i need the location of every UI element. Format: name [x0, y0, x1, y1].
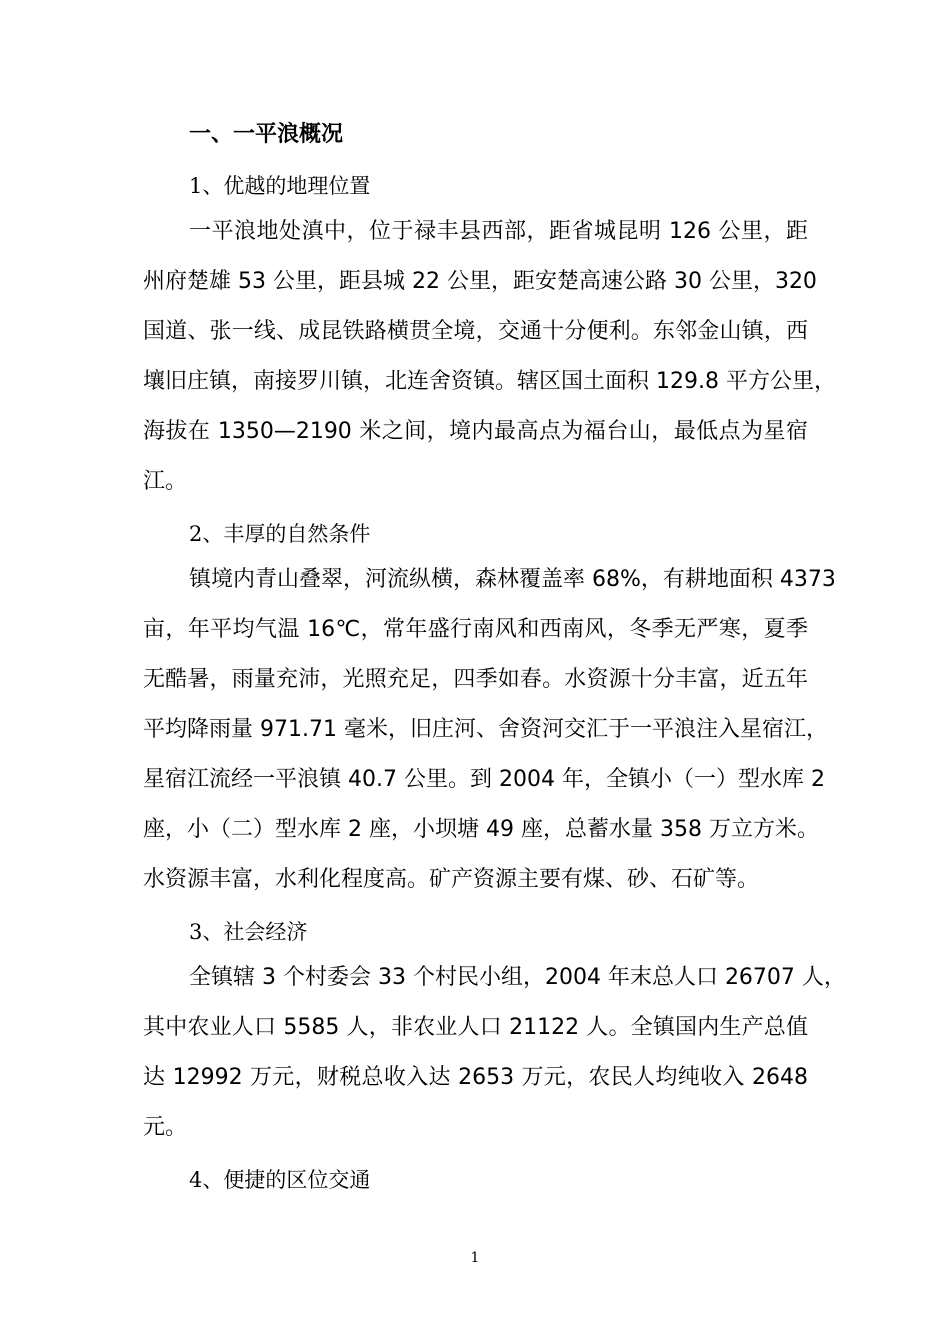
- paragraph-line: 亩，年平均气温 16℃，常年盛行南风和西南风，冬季无严寒，夏季: [143, 617, 808, 642]
- section-title: 一、一平浪概况: [189, 122, 344, 147]
- page-number: 1: [470, 1250, 480, 1266]
- paragraph-line: 镇境内青山叠翠，河流纵横，森林覆盖率 68%，有耕地面积 4373: [189, 567, 836, 592]
- subsection-heading-transport: 4、便捷的区位交通: [189, 1168, 371, 1192]
- paragraph-line: 元。: [143, 1115, 188, 1140]
- paragraph-line: 一平浪地处滇中，位于禄丰县西部，距省城昆明 126 公里，距: [189, 219, 808, 244]
- paragraph-line: 国道、张一线、成昆铁路横贯全境，交通十分便利。东邻金山镇，西: [143, 319, 808, 344]
- subsection-heading-economy: 3、社会经济: [189, 920, 308, 944]
- paragraph-line: 海拔在 1350—2190 米之间，境内最高点为福台山，最低点为星宿: [143, 419, 808, 444]
- paragraph-line: 无酷暑，雨量充沛，光照充足，四季如春。水资源十分丰富，近五年: [143, 667, 808, 692]
- paragraph-location: [143, 207, 836, 507]
- paragraph-line: 壤旧庄镇，南接罗川镇，北连舍资镇。辖区国土面积 129.8 平方公里，: [143, 369, 836, 394]
- paragraph-line: 平均降雨量 971.71 毫米，旧庄河、舍资河交汇于一平浪注入星宿江，: [143, 717, 828, 742]
- paragraph-line: 全镇辖 3 个村委会 33 个村民小组，2004 年末总人口 26707 人，: [189, 965, 846, 990]
- paragraph-line: 州府楚雄 53 公里，距县城 22 公里，距安楚高速公路 30 公里，320: [143, 269, 817, 294]
- paragraph-line: 江。: [143, 469, 188, 494]
- paragraph-line: 达 12992 万元，财税总收入达 2653 万元，农民人均纯收入 2648: [143, 1065, 808, 1090]
- paragraph-economy: [143, 953, 846, 1153]
- paragraph-line: 星宿江流经一平浪镇 40.7 公里。到 2004 年，全镇小（一）型水库 2: [143, 767, 825, 792]
- subsection-heading-natural: 2、丰厚的自然条件: [189, 522, 371, 546]
- subsection-heading-location: 1、优越的地理位置: [189, 174, 371, 198]
- paragraph-line: 座，小（二）型水库 2 座，小坝塘 49 座，总蓄水量 358 万立方米。: [143, 817, 819, 842]
- paragraph-natural: [143, 555, 836, 905]
- paragraph-line: 水资源丰富，水利化程度高。矿产资源主要有煤、砂、石矿等。: [143, 867, 760, 892]
- paragraph-line: 其中农业人口 5585 人，非农业人口 21122 人。全镇国内生产总值: [143, 1015, 808, 1040]
